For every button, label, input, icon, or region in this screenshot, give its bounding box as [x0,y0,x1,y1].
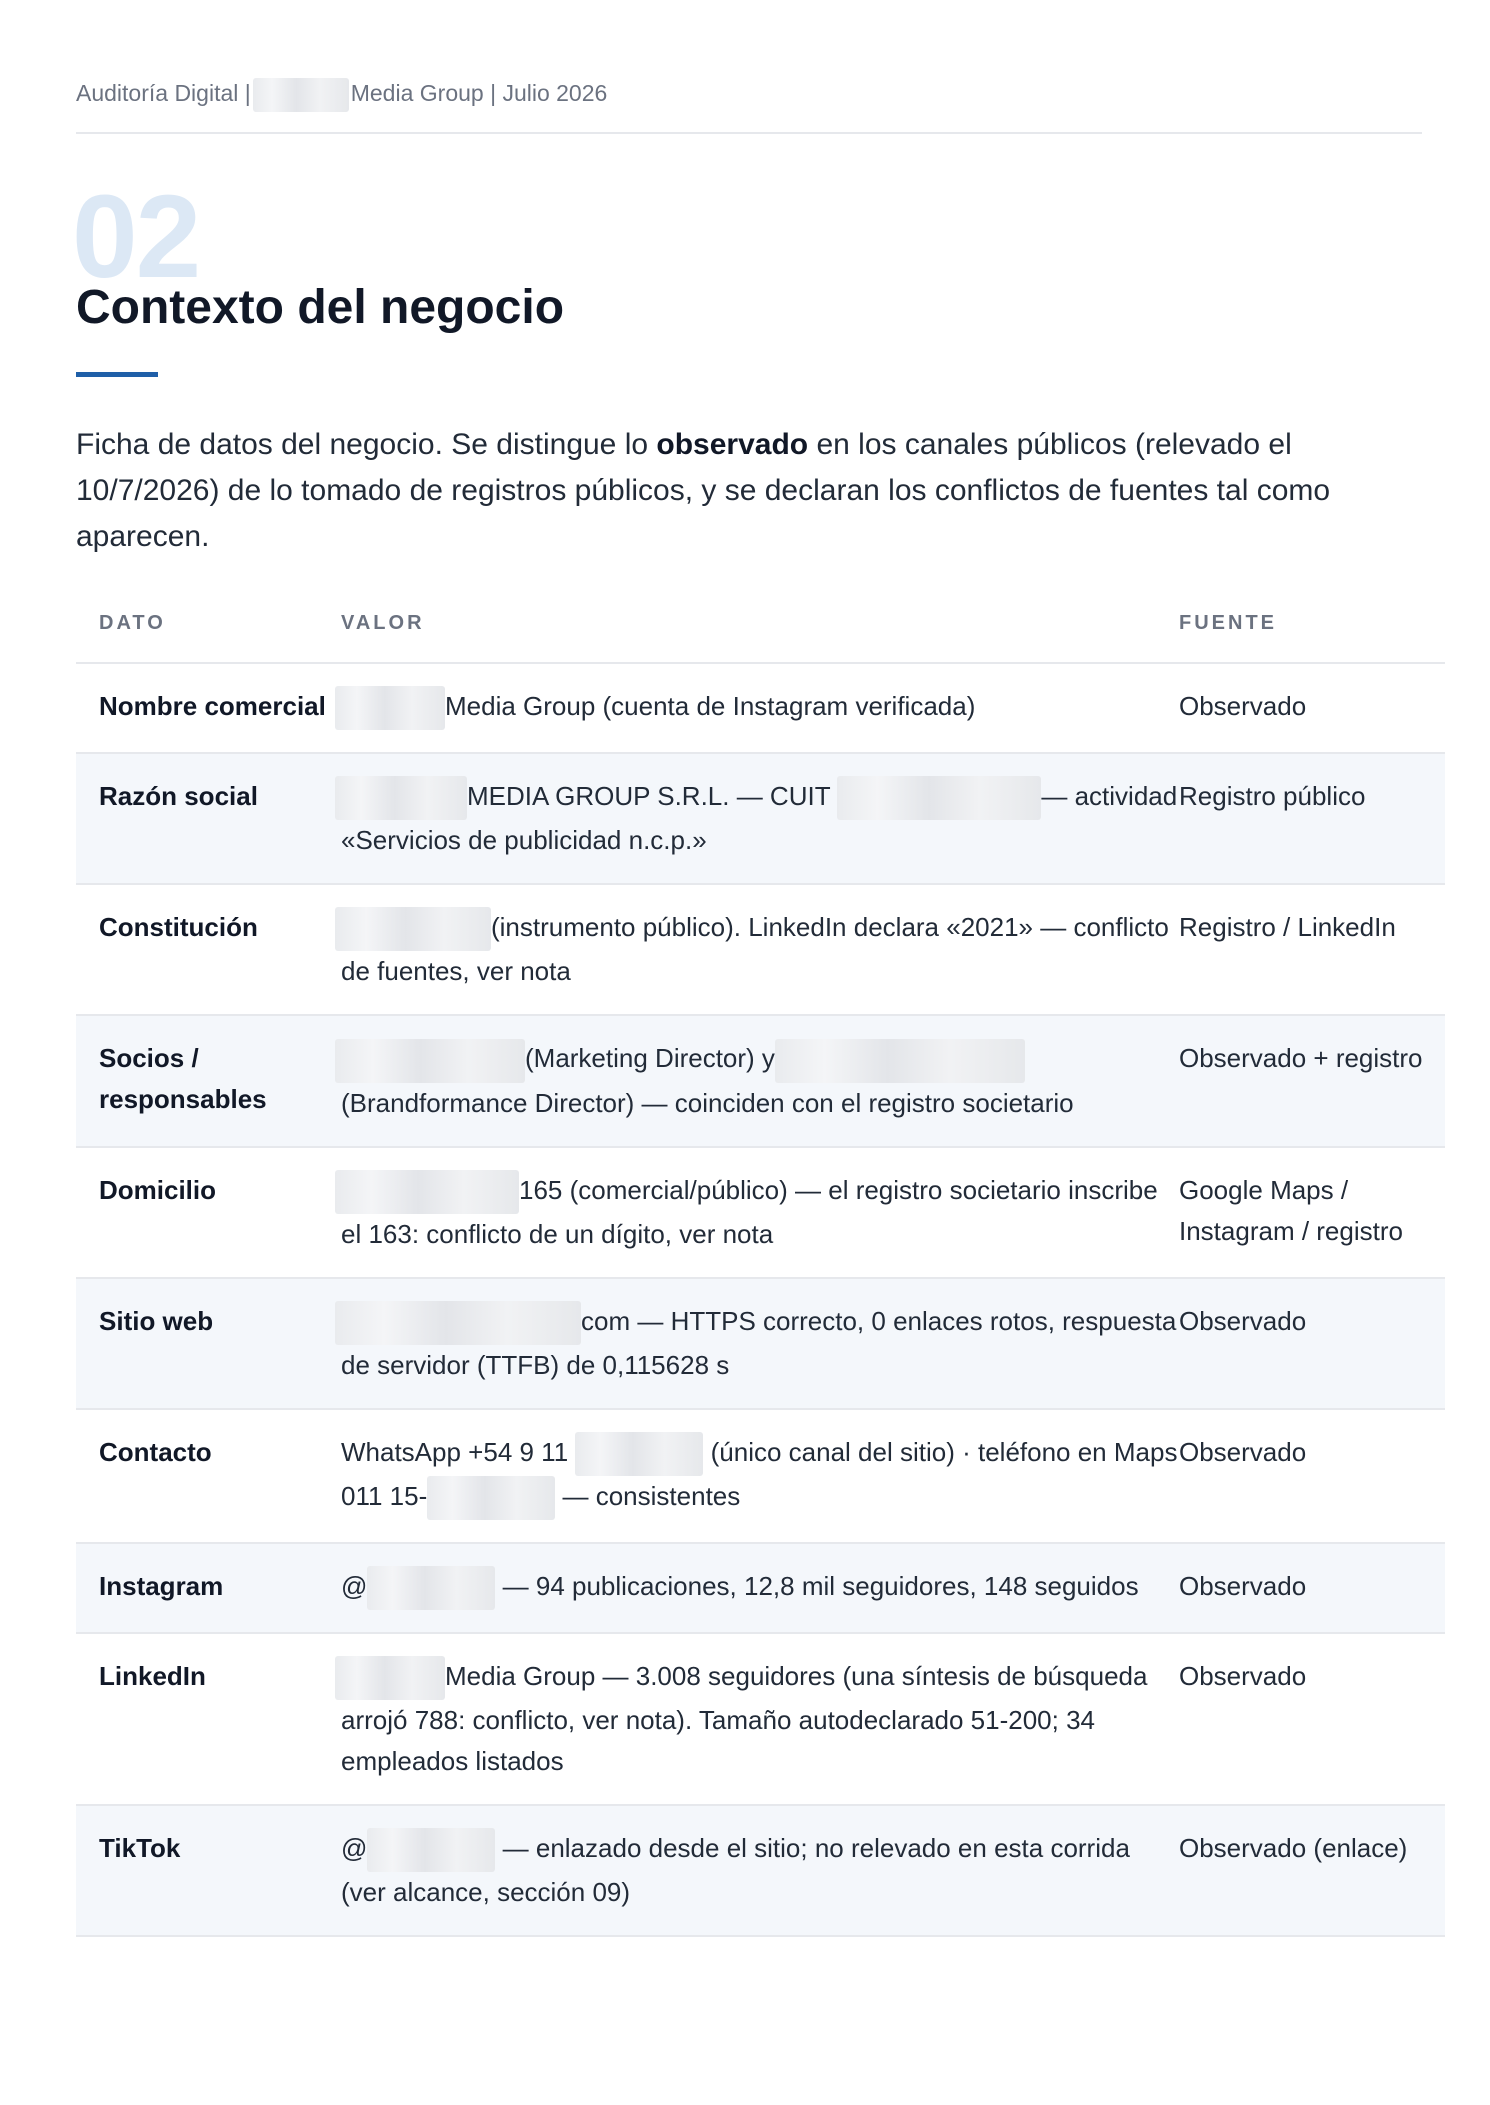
row-label: Sitio web [76,1278,341,1409]
intro-text-end: en los canales públicos (relevado el 10/7/2026) de lo tomado de registros públicos, y se declaran los conflictos de fuentes tal como aparecen. [76,428,1331,553]
row-value [341,1805,1179,1936]
redacted-block [775,1039,1025,1083]
redacted-block [335,1170,519,1214]
section-number: 02 [72,171,200,303]
row-label: Contacto [76,1409,341,1543]
redacted-block [253,78,349,112]
table-row [76,1633,1445,1805]
table-header-row [76,608,1445,663]
table-row [76,663,1445,753]
row-value [341,663,1179,753]
row-value [341,1278,1179,1409]
redacted-block [335,1039,525,1083]
row-source: Observado + registro [1179,1015,1445,1146]
table-row [76,1278,1445,1409]
table-row [76,1409,1445,1543]
value-text: Media Group — 3.008 seguidores (una síntesis de búsqueda arrojó 788: conflicto, ver nota). Tamaño autodeclarado 51-200; 34 empleados listados [341,1661,1148,1777]
running-header [76,78,1422,134]
row-source: Observado [1179,1409,1445,1543]
value-text: (instrumento público). LinkedIn declara «2021» — conflicto de fuentes, ver nota [341,912,1169,987]
value-text-cont: (Brandformance Director) — coinciden con el registro societario [341,1087,1074,1118]
row-value [341,753,1179,884]
redacted-block [837,776,1041,820]
row-value [341,1147,1179,1278]
row-value [341,1543,1179,1633]
row-source: Observado [1179,663,1445,753]
redacted-block [367,1828,495,1872]
redacted-block [335,907,491,951]
row-value [341,1409,1179,1543]
value-text: 165 (comercial/público) — el registro societario inscribe el 163: conflicto de un dígito, ver nota [341,1174,1158,1249]
value-text: com — HTTPS correcto, 0 enlaces rotos, respuesta de servidor (TTFB) de 0,115628 s [341,1305,1177,1380]
table-row [76,1015,1445,1146]
row-source: Observado [1179,1543,1445,1633]
value-text-cont: (único canal del sitio) · teléfono en Maps 011 15- [341,1436,1178,1511]
row-value [341,1015,1179,1146]
intro-emphasis: observado [656,428,809,461]
value-text-end: — consistentes [562,1480,741,1511]
row-source: Observado (enlace) [1179,1805,1445,1936]
row-source: Registro público [1179,753,1445,884]
table-row [76,1805,1445,1936]
value-text: @ [341,1571,368,1601]
column-header-dato: DATO [76,608,341,663]
redacted-block [335,1656,445,1700]
value-text: @ [341,1833,368,1864]
redacted-block [575,1432,703,1476]
row-label: Nombre comercial [76,663,341,753]
table-row [76,753,1445,884]
row-label: TikTok [76,1805,341,1936]
row-label: Constitución [76,884,341,1015]
row-value [341,1633,1179,1805]
row-label: Instagram [76,1543,341,1633]
row-source: Observado [1179,1278,1445,1409]
row-label: Domicilio [76,1147,341,1278]
value-text: (Marketing Director) y [525,1043,775,1074]
row-label: LinkedIn [76,1633,341,1805]
row-label: Razón social [76,753,341,884]
redacted-block [335,1301,581,1345]
value-text: MEDIA GROUP S.R.L. — CUIT [467,781,831,812]
value-text: WhatsApp +54 9 11 [341,1436,569,1467]
intro-paragraph [76,422,1416,560]
section-title: Contexto del negocio [76,281,565,334]
table-row [76,1543,1445,1633]
header-prefix: Auditoría Digital | [76,80,251,107]
header-suffix: Media Group | Julio 2026 [350,80,608,107]
row-source: Google Maps / Instagram / registro [1179,1147,1445,1278]
intro-text: Ficha de datos del negocio. Se distingue lo [76,428,657,461]
row-label: Socios / responsables [76,1015,341,1146]
table-row [76,1147,1445,1278]
row-source: Registro / LinkedIn [1179,884,1445,1015]
redacted-block [367,1566,495,1610]
column-header-valor: VALOR [341,608,1179,663]
value-text-cont: — actividad «Servicios de publicidad n.c.p.» [341,781,1178,856]
row-source: Observado [1179,1633,1445,1805]
redacted-block [335,686,445,730]
column-header-fuente: FUENTE [1179,608,1445,663]
business-facts-table [76,608,1445,1937]
value-text-cont: — enlazado desde el sitio; no relevado en esta corrida (ver alcance, sección 09) [341,1833,1130,1908]
value-text-cont: — 94 publicaciones, 12,8 mil seguidores, 148 seguidos [502,1571,1139,1601]
redacted-block [335,776,467,820]
title-accent-bar [76,372,158,377]
table-row [76,884,1445,1015]
value-text: Media Group (cuenta de Instagram verificada) [445,691,976,721]
row-value [341,884,1179,1015]
redacted-block [427,1476,555,1520]
